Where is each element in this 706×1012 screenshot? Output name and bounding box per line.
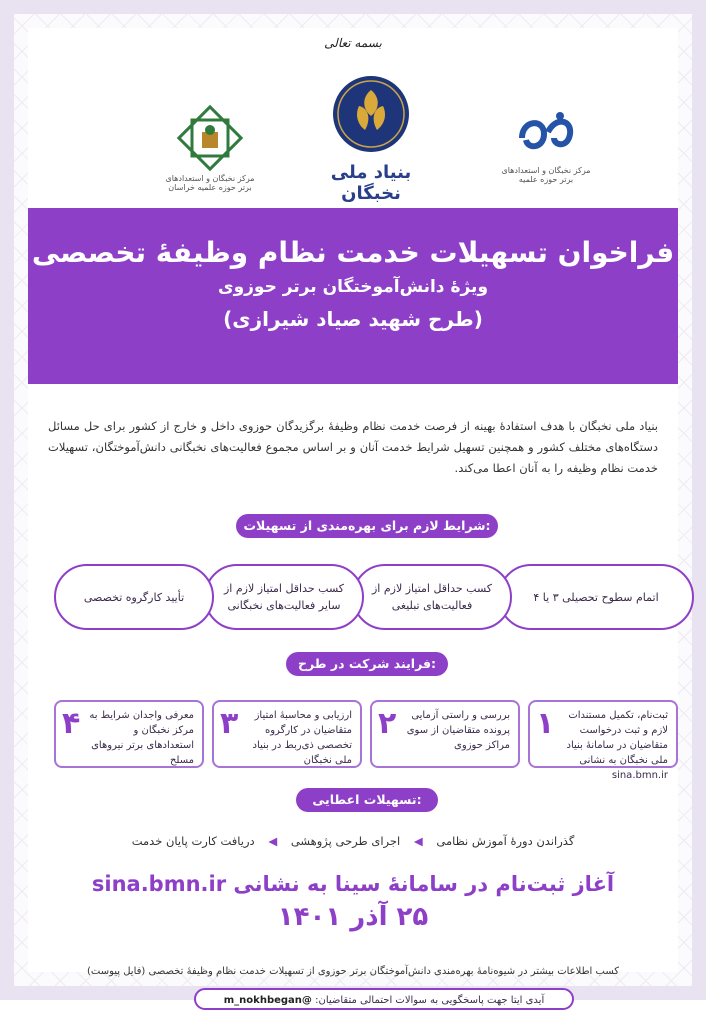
logo-seminary-elite-center <box>496 108 596 184</box>
step-text: ثبت‌نام، تکمیل مستندات لازم و ثبت درخواست متقاضیان در سامانهٔ بنیاد ملی نخبگان به نشانی sina.bmn.ir <box>566 710 668 781</box>
intro-paragraph: بنیاد ملی نخبگان با هدف استفادهٔ بهینه از فرصت خدمت نظام وظیفهٔ برگزیدگان حوزوی داخل و خارج از کشور برای حل مسائل دستگاه‌های مختلف کشور و همچنین تسهیل شرایط خدمت آنان و بر اساس مجموع فعالیت‌های نخبگانی دانش‌آموختگان، تسهیلات خدمت نظام وظیفه را به آنان اعطا می‌کند. <box>48 419 658 475</box>
title-banner <box>28 208 678 384</box>
facility-item: دریافت کارت پایان خدمت <box>131 834 255 848</box>
logo-right-label: مرکز نخبگان و استعدادهای برتر حوزه علمیه <box>501 166 591 184</box>
process-step <box>212 700 362 768</box>
page-title: فراخوان تسهیلات خدمت نظام وظیفهٔ تخصصی <box>31 236 675 269</box>
page-subtitle: ویژهٔ دانش‌آموختگان برتر حوزوی <box>217 277 489 297</box>
conditions-heading: شرایط لازم برای بهره‌مندی از تسهیلات: <box>236 514 498 538</box>
step-text: ارزیابی و محاسبهٔ امتیاز متقاضیان در کارگروه تخصصی ذی‌ربط در بنیاد ملی نخبگان <box>252 710 352 766</box>
process-heading: فرایند شرکت در طرح: <box>286 652 448 676</box>
registration-line: آغاز ثبت‌نام در سامانهٔ سینا به نشانی sina.bmn.ir <box>91 872 615 896</box>
step-text: بررسی و راستی آزمایی پرونده متقاضیان از سوی مراکز حوزوی <box>406 710 510 751</box>
process-step <box>528 700 678 781</box>
logo-national-elites-foundation <box>316 72 426 204</box>
logo-main-label: بنیاد ملی نخبگان <box>330 162 412 204</box>
registration-date: ۲۵ آذر ۱۴۰۱ <box>277 902 429 932</box>
step-number: ۴ <box>62 706 81 741</box>
condition-item: کسب حداقل امتیاز لازم از فعالیت‌های تبلیغی <box>352 564 512 630</box>
process-step <box>54 700 204 768</box>
basmala: بسمه تعالی <box>324 36 382 50</box>
condition-item: اتمام سطوح تحصیلی ۳ یا ۴ <box>498 564 694 630</box>
condition-item: کسب حداقل امتیاز لازم از سایر فعالیت‌های نخبگانی <box>204 564 364 630</box>
facility-item: اجرای طرحی پژوهشی <box>290 834 401 848</box>
arrow-left-icon: ◀ <box>268 834 278 848</box>
step-number: ۳ <box>220 706 239 741</box>
registration-info <box>28 872 678 932</box>
facility-item: گذراندن دورهٔ آموزش نظامی <box>436 834 575 848</box>
facilities-list <box>48 834 658 848</box>
step-number: ۲ <box>378 706 397 741</box>
condition-item: تأیید کارگروه تخصصی <box>54 564 214 630</box>
contact-label: آیدی ایتا جهت پاسخگویی به سوالات احتمالی متقاضیان: <box>315 995 545 1006</box>
seminary-emblem-icon <box>514 108 578 158</box>
facilities-heading: تسهیلات اعطایی: <box>296 788 438 812</box>
poster-content <box>28 28 678 1006</box>
contact-id[interactable]: @m_nokhbegan <box>223 995 312 1006</box>
plan-name: (طرح شهید صیاد شیرازی) <box>223 307 483 331</box>
contact-box <box>194 988 574 1010</box>
step-text: معرفی واجدان شرایط به مرکز نخبگان و استعدادهای برتر نیروهای مسلح <box>89 710 194 766</box>
more-info: کسب اطلاعات بیشتر در شیوه‌نامهٔ بهره‌مندی دانش‌آموختگان برتر حوزوی از تسهیلات خدمت نظام وظیفهٔ تخصصی (فایل پیوست) <box>86 966 620 977</box>
process-step <box>370 700 520 768</box>
logo-left-label: مرکز نخبگان و استعدادهای برتر حوزه علمیه خراسان <box>165 174 255 192</box>
foundation-emblem-icon <box>329 72 413 156</box>
logo-khorasan-elite-center <box>160 110 260 192</box>
arrow-left-icon: ◀ <box>413 834 423 848</box>
mosque-emblem-icon <box>182 110 238 166</box>
step-number: ۱ <box>536 706 555 741</box>
